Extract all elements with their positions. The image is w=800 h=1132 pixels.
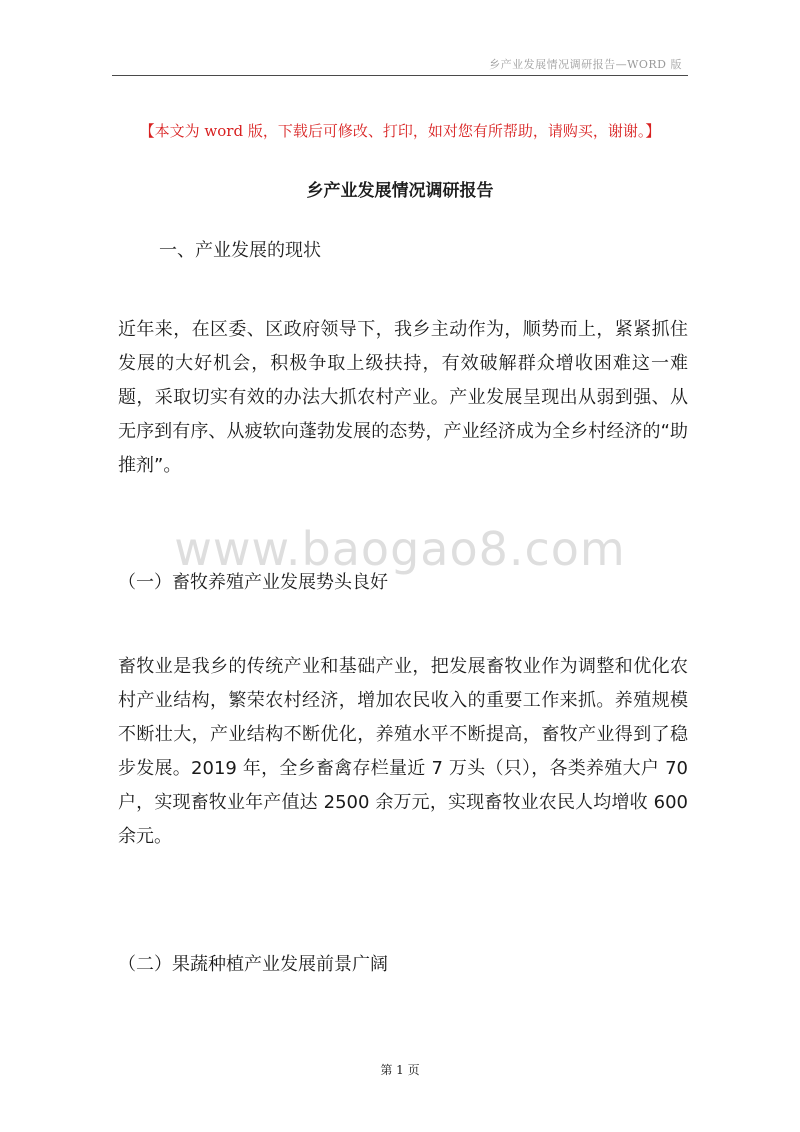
header-divider xyxy=(112,75,688,76)
subheading-fruit-vegetable: （二）果蔬种植产业发展前景广阔 xyxy=(118,954,388,975)
document-title: 乡产业发展情况调研报告 xyxy=(306,181,494,201)
subheading-livestock: （一）畜牧养殖产业发展势头良好 xyxy=(118,572,388,593)
purchase-notice: 【本文为 word 版，下载后可修改、打印，如对您有所帮助，请购买，谢谢。】 xyxy=(139,122,661,140)
paragraph-overview: 近年来，在区委、区政府领导下，我乡主动作为，顺势而上，紧紧抓住发展的大好机会，积极争取上级扶持，有效破解群众增收困难这一难题，采取切实有效的办法大抓农村产业。产业发展呈现出从弱到强、从无序到有序、从疲软向蓬勃发展的态势，产业经济成为全乡村经济的“助推剂”。 xyxy=(118,319,688,476)
running-header: 乡产业发展情况调研报告—WORD 版 xyxy=(489,58,682,71)
section-heading-current-status: 一、产业发展的现状 xyxy=(159,240,321,261)
watermark: www.baogao8.com xyxy=(174,522,626,576)
page-number: 第 1 页 xyxy=(380,1063,420,1077)
paragraph-livestock: 畜牧业是我乡的传统产业和基础产业，把发展畜牧业作为调整和优化农村产业结构，繁荣农村经济，增加农民收入的重要工作来抓。养殖规模不断壮大，产业结构不断优化，养殖水平不断提高，畜牧产业得到了稳步发展。2019 年，全乡畜禽存栏量近 7 万头（只），各类养殖大户 70 户，实现畜牧业年产值达 2500 余万元，实现畜牧业农民人均增收 600 余元。 xyxy=(118,656,688,847)
